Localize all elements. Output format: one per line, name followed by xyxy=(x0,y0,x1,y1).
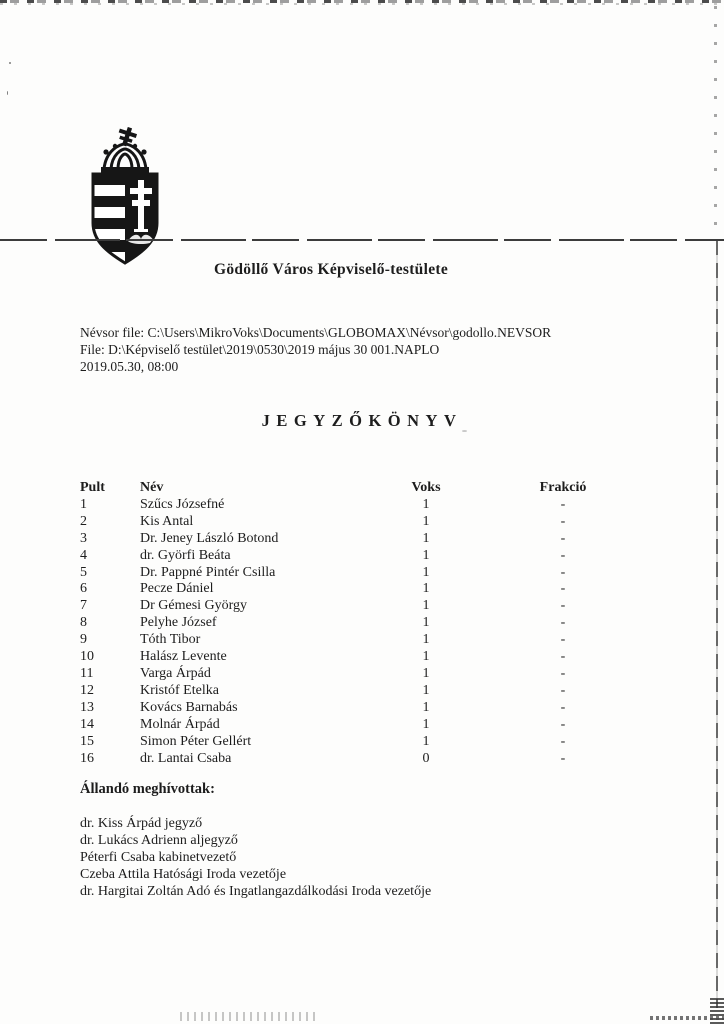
invitee-line: dr. Hargitai Zoltán Adó és Ingatlangazdálkodási Iroda vezetője xyxy=(80,884,432,899)
header-pult: Pult xyxy=(80,480,105,495)
frakcio-cell: - xyxy=(560,615,566,631)
scan-noise-bottom-right-corner xyxy=(710,998,724,1024)
header-frakcio: Frakció xyxy=(539,480,587,495)
voks-cell: 1 xyxy=(422,615,430,631)
table-row xyxy=(80,666,636,683)
table-body xyxy=(80,497,636,768)
frakcio-cell: - xyxy=(560,564,566,580)
pult-cell: 4 xyxy=(80,547,87,563)
frakcio-cell: - xyxy=(560,716,566,732)
table-row xyxy=(80,700,636,717)
voks-cell: 0 xyxy=(422,750,430,766)
voks-cell: 1 xyxy=(422,581,430,597)
voks-cell: 1 xyxy=(422,530,430,546)
pult-cell: 13 xyxy=(80,699,94,715)
frakcio-cell: - xyxy=(560,733,566,749)
scan-noise-bottom-right-dots xyxy=(650,1016,724,1020)
table-header-row xyxy=(80,480,636,497)
naplo-file-path: File: D:\Képviselő testület\2019\0530\2019 május 30 001.NAPLO xyxy=(80,342,440,357)
nev-cell: Dr. Jeney László Botond xyxy=(140,530,279,546)
table-row xyxy=(80,581,636,598)
frakcio-cell: - xyxy=(560,598,566,614)
pult-cell: 2 xyxy=(80,513,87,529)
frakcio-cell: - xyxy=(560,513,566,529)
pult-cell: 9 xyxy=(80,632,87,648)
voks-cell: 1 xyxy=(422,733,430,749)
dashed-separator-line xyxy=(0,239,724,241)
frakcio-cell: - xyxy=(560,547,566,563)
frakcio-cell: - xyxy=(560,682,566,698)
voks-cell: 1 xyxy=(422,699,430,715)
nev-cell: Kovács Barnabás xyxy=(140,699,238,715)
table-row xyxy=(80,514,636,531)
voks-cell: 1 xyxy=(422,716,430,732)
hungarian-coat-of-arms-icon xyxy=(78,127,173,265)
file-info-block xyxy=(80,324,551,375)
invitee-line: dr. Kiss Árpád jegyző xyxy=(80,816,203,831)
nev-cell: Pecze Dániel xyxy=(140,581,214,597)
invitee-list xyxy=(80,815,431,900)
voks-cell: 1 xyxy=(422,649,430,665)
frakcio-cell: - xyxy=(560,699,566,715)
pult-cell: 6 xyxy=(80,581,87,597)
header-voks: Voks xyxy=(411,480,441,495)
pult-cell: 3 xyxy=(80,530,87,546)
nevsor-file-path: Névsor file: C:\Users\MikroVoks\Documents\GLOBOMAX\Névsor\godollo.NEVSOR xyxy=(80,325,552,340)
scan-speck xyxy=(9,62,11,64)
pult-cell: 7 xyxy=(80,598,87,614)
voks-cell: 1 xyxy=(422,682,430,698)
frakcio-cell: - xyxy=(560,581,566,597)
voks-cell: 1 xyxy=(422,632,430,648)
table-row xyxy=(80,615,636,632)
table-row xyxy=(80,717,636,734)
table-row xyxy=(80,751,636,768)
pult-cell: 5 xyxy=(80,564,87,580)
invitees-heading: Állandó meghívottak: xyxy=(80,781,215,797)
voks-cell: 1 xyxy=(422,598,430,614)
invitee-line: Czeba Attila Hatósági Iroda vezetője xyxy=(80,867,287,882)
frakcio-cell: - xyxy=(560,750,566,766)
nev-cell: Kristóf Etelka xyxy=(140,682,219,698)
scan-edge-line-right xyxy=(716,240,718,1008)
nev-cell: Pelyhe József xyxy=(140,615,217,631)
pult-cell: 12 xyxy=(80,682,94,698)
attendance-table xyxy=(80,480,636,767)
nev-cell: Dr. Pappné Pintér Csilla xyxy=(140,564,276,580)
frakcio-cell: - xyxy=(560,649,566,665)
table-row xyxy=(80,497,636,514)
organization-title: Gödöllő Város Képviselő-testülete xyxy=(213,261,449,278)
nev-cell: dr. Lantai Csaba xyxy=(140,750,232,766)
voks-cell: 1 xyxy=(422,496,430,512)
voks-cell: 1 xyxy=(422,547,430,563)
table-row xyxy=(80,734,636,751)
nev-cell: Halász Levente xyxy=(140,649,227,665)
nev-cell: Dr Gémesi György xyxy=(140,598,248,614)
pult-cell: 14 xyxy=(80,716,94,732)
nev-cell: Varga Árpád xyxy=(140,665,211,681)
invitee-line: dr. Lukács Adrienn aljegyző xyxy=(80,833,238,848)
frakcio-cell: - xyxy=(560,530,566,546)
nev-cell: Kis Antal xyxy=(140,513,194,529)
nev-cell: Szűcs Józsefné xyxy=(140,496,225,512)
scan-noise-bottom-center xyxy=(180,1012,315,1021)
table-row xyxy=(80,598,636,615)
session-datetime: 2019.05.30, 08:00 xyxy=(80,359,179,374)
scan-speck xyxy=(7,91,8,95)
scan-noise-right-edge-upper xyxy=(714,6,717,240)
pult-cell: 11 xyxy=(80,665,94,681)
table-row xyxy=(80,565,636,582)
pult-cell: 8 xyxy=(80,615,87,631)
table-row xyxy=(80,632,636,649)
table-row xyxy=(80,548,636,565)
pult-cell: 16 xyxy=(80,750,94,766)
pult-cell: 1 xyxy=(80,496,87,512)
voks-cell: 1 xyxy=(422,665,430,681)
nev-cell: Molnár Árpád xyxy=(140,716,220,732)
pult-cell: 10 xyxy=(80,649,94,665)
table-row xyxy=(80,649,636,666)
frakcio-cell: - xyxy=(560,496,566,512)
voks-cell: 1 xyxy=(422,564,430,580)
nev-cell: Tóth Tibor xyxy=(140,632,201,648)
pult-cell: 15 xyxy=(80,733,94,749)
table-row xyxy=(80,531,636,548)
nev-cell: dr. Györfi Beáta xyxy=(140,547,231,563)
header-nev: Név xyxy=(140,480,164,495)
frakcio-cell: - xyxy=(560,665,566,681)
voks-cell: 1 xyxy=(422,513,430,529)
table-row xyxy=(80,683,636,700)
frakcio-cell: - xyxy=(560,632,566,648)
invitee-line: Péterfi Csaba kabinetvezető xyxy=(80,850,237,865)
document-title: JEGYZŐKÖNYV xyxy=(261,411,463,430)
nev-cell: Simon Péter Gellért xyxy=(140,733,252,749)
scan-noise-top-edge-2 xyxy=(0,3,724,5)
